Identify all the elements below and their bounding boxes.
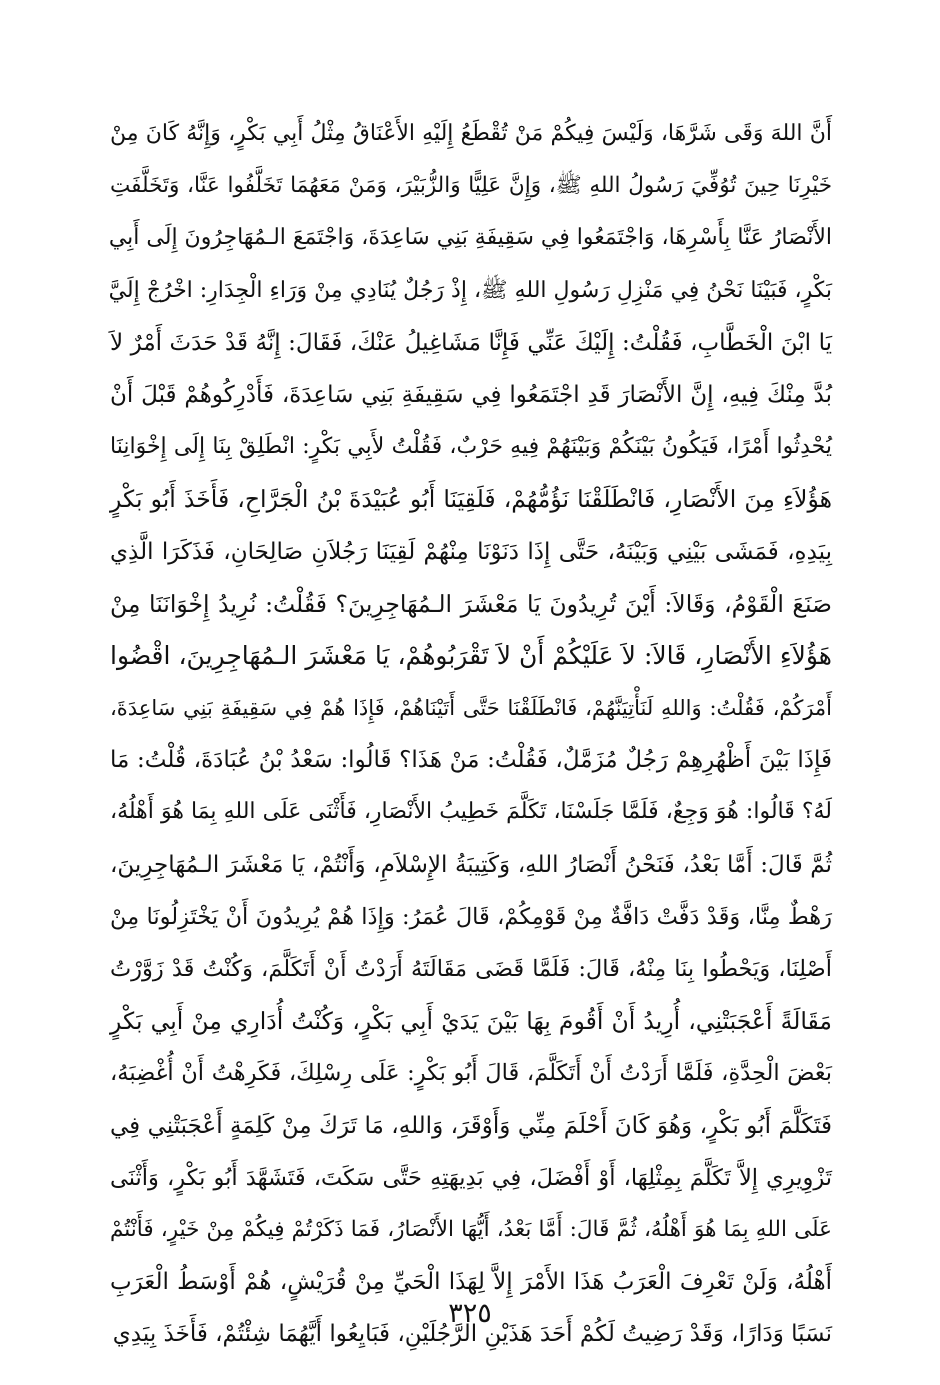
text-line: هَؤُلاَءِ الأَنْصَارِ، قَالاَ: لاَ عَلَيْكُمْ أَنْ لاَ تَقْرَبُوهُمْ، يَا مَعْشَرَ الـمُهَاجِرِينَ، اقْضُوا [110, 640, 832, 670]
text-line: ثُمَّ قَالَ: أَمَّا بَعْدُ، فَنَحْنُ أَنْصَارُ اللهِ، وَكَتِيبَةُ الإِسْلاَمِ، وَأَنْتُمْ، يَا مَعْشَرَ الـمُهَاجِرِينَ، [110, 851, 832, 878]
text-line: فَتَكَلَّمَ أَبُو بَكْرٍ، وَهُوَ كَانَ أَحْلَمَ مِنِّي وَأَوْقَرَ، وَاللهِ، مَا تَرَكَ مِنْ كَلِمَةٍ أَعْجَبَتْنِي فِي [110, 1112, 832, 1139]
text-line: يَا ابْنَ الْخَطَّابِ، فَقُلْتُ: إِلَيْكَ عَنِّي فَإِنَّا مَشَاغِيلُ عَنْكَ، فَقَالَ: إِنَّهُ قَدْ حَدَثَ أَمْرٌ لاَ [110, 329, 832, 356]
text-line: أَهْلُهُ، وَلَنْ تَعْرِفَ الْعَرَبُ هَذَا الأَمْرَ إِلاَّ لِهَذَا الْحَيِّ مِنْ قُرَيْشٍ، هُمْ أَوْسَطُ الْعَرَبِ [110, 1269, 832, 1296]
page-number: ٣٢٥ [448, 1298, 492, 1329]
body-text [110, 108, 832, 1361]
text-line: هَؤُلاَءِ مِنَ الأَنْصَارِ، فَانْطَلَقْنَا نَؤُمُّهُمْ، فَلَقِيَنَا أَبُو عُبَيْدَةَ بْنُ الْجَرَّاحِ، فَأَخَذَ أَبُو بَكْرٍ [110, 485, 832, 514]
text-line: خَيْرِنَا حِينَ تُوُفِّيَ رَسُولُ اللهِ ﷺ، وَإِنَّ عَلِيًّا وَالزُّبَيْرَ، وَمَنْ مَعَهُمَا تَخَلَّفُوا عَنَّا، وَتَخَلَّفَتِ [110, 173, 832, 199]
text-line: أَصْلِنَا، وَيَحْطُوا بِنَا مِنْهُ، قَالَ: فَلَمَّا قَضَى مَقَالَتَهُ أَرَدْتُ أَنْ أَتَكَلَّمَ، وَكُنْتُ قَدْ زَوَّرْتُ [110, 956, 832, 982]
text-line: صَنَعَ الْقَوْمُ، وَقَالاَ: أَيْنَ تُرِيدُونَ يَا مَعْشَرَ الـمُهَاجِرِينَ؟ فَقُلْتُ: نُرِيدُ إِخْوَانَنَا مِنْ [110, 589, 832, 618]
text-line: رَهْطٌ مِنَّا، وَقَدْ دَفَّتْ دَافَّةٌ مِنْ قَوْمِكُمْ، قَالَ عُمَرُ: وَإِذَا هُمْ يُرِيدُونَ أَنْ يَخْتَزِلُونَا مِنْ [110, 903, 832, 930]
text-line: عَلَى اللهِ بِمَا هُوَ أَهْلُهُ، ثُمَّ قَالَ: أَمَّا بَعْدُ، أَيُّهَا الأَنْصَارُ، فَمَا ذَكَرْتُمْ فِيكُمْ مِنْ خَيْرٍ، فَأَنْتُمْ [110, 1216, 832, 1242]
text-line: يُحْدِثُوا أَمْرًا، فَيَكُونُ بَيْنَكُمْ وَبَيْنَهُمْ فِيهِ حَرْبٌ، فَقُلْتُ لأَبِي بَكْرٍ: انْطَلِقْ بِنَا إِلَى إِخْوَانِنَا [110, 434, 832, 460]
text-line: نَسَبًا وَدَارًا، وَقَدْ رَضِيتُ لَكُمْ أَحَدَ هَذَيْنِ الرَّجُلَيْنِ، فَبَايِعُوا أَيَّهُمَا شِئْتُمْ، فَأَخَذَ بِيَدِي [112, 1321, 832, 1348]
text-line: تَزْوِيرِي إِلاَّ تَكَلَّمَ بِمِثْلِهَا، أَوْ أَفْضَلَ، فِي بَدِيهَتِهِ حَتَّى سَكَتَ، فَتَشَهَّدَ أَبُو بَكْرٍ، وَأَثْنَى [110, 1164, 832, 1191]
text-line: بَعْضَ الْحِدَّةِ، فَلَمَّا أَرَدْتُ أَنْ أَتَكَلَّمَ، قَالَ أَبُو بَكْرٍ: عَلَى رِسْلِكَ، فَكَرِهْتُ أَنْ أُغْضِبَهُ، [110, 1060, 832, 1087]
text-line: بِيَدِهِ، فَمَشَى بَيْنِي وَبَيْنَهُ، حَتَّى إِذَا دَنَوْنَا مِنْهُمْ لَقِيَنَا رَجُلاَنِ صَالِحَانِ، فَذَكَرَا الَّذِي [110, 538, 832, 565]
text-line: لَهُ؟ قَالُوا: هُوَ وَجِعٌ، فَلَمَّا جَلَسْنَا، تَكَلَّمَ خَطِيبُ الأَنْصَارِ، فَأَثْنَى عَلَى اللهِ بِمَا هُوَ أَهْلُهُ، [110, 799, 832, 825]
text-line: أَمْرَكُمْ، فَقُلْتُ: وَاللهِ لَنَأْتِيَنَّهُمْ، فَانْطَلَقْنَا حَتَّى أَتَيْنَاهُمْ، فَإِذَا هُمْ فِي سَقِيفَةِ بَنِي سَاعِدَةَ، [110, 696, 832, 721]
text-line: فَإِذَا بَيْنَ أَظْهُرِهِمْ رَجُلٌ مُزَمَّلٌ، فَقُلْتُ: مَنْ هَذَا؟ قَالُوا: سَعْدُ بْنُ عُبَادَةَ، قُلْتُ: مَا [110, 747, 832, 774]
text-line: أَنَّ اللهَ وَقَى شَرَّهَا، وَلَيْسَ فِيكُمْ مَنْ تُقْطَعُ إِلَيْهِ الأَعْنَاقُ مِثْلُ أَبِي بَكْرٍ، وَإِنَّهُ كَانَ مِنْ [110, 121, 832, 146]
text-line: بُدَّ مِنْكَ فِيهِ، إِنَّ الأَنْصَارَ قَدِ اجْتَمَعُوا فِي سَقِيفَةِ بَنِي سَاعِدَةَ، فَأَدْرِكُوهُمْ قَبْلَ أَنْ [110, 381, 832, 408]
text-line: بَكْرٍ، فَبَيْنَا نَحْنُ فِي مَنْزِلِ رَسُولِ اللهِ ﷺ، إِذْ رَجُلٌ يُنَادِي مِنْ وَرَاءِ الْجِدَارِ: اخْرُجْ إِلَيَّ [108, 277, 832, 303]
text-line: الأَنْصَارُ عَنَّا بِأَسْرِهَا، وَاجْتَمَعُوا فِي سَقِيفَةِ بَنِي سَاعِدَةَ، وَاجْتَمَعَ الـمُهَاجِرُونَ إِلَى أَبِي [108, 225, 832, 251]
text-line: مَقَالَةً أَعْجَبَتْنِي، أُرِيدُ أَنْ أَقُومَ بِهَا بَيْنَ يَدَيْ أَبِي بَكْرٍ، وَكُنْتُ أُدَارِي مِنْ أَبِي بَكْرٍ [110, 1007, 832, 1036]
